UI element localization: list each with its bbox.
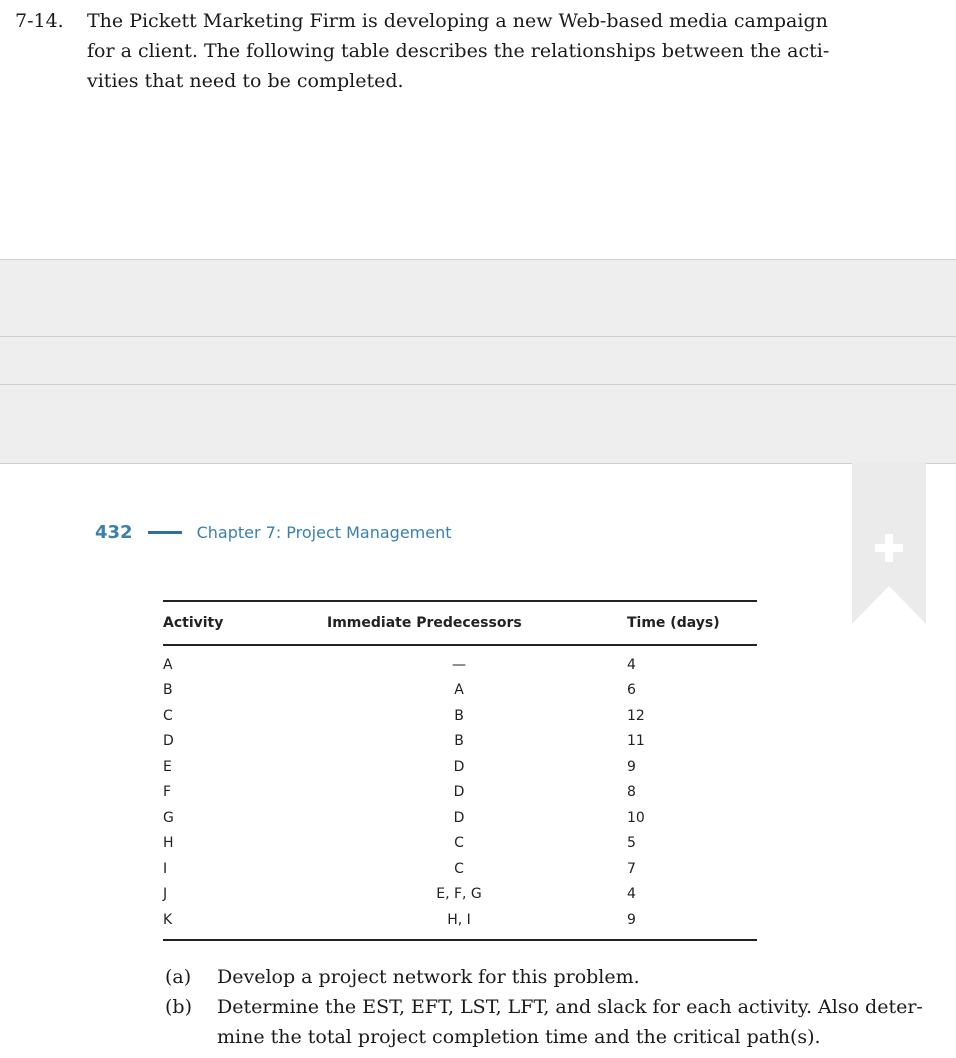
cell-activity: G	[163, 809, 174, 826]
cell-predecessors: C	[454, 835, 464, 852]
cell-activity: C	[163, 707, 173, 724]
cell-activity: D	[163, 733, 174, 750]
column-header-time: Time (days)	[627, 601, 757, 645]
cell-predecessors: H, I	[447, 911, 471, 928]
table-row	[163, 678, 757, 704]
cell-activity: B	[163, 682, 173, 699]
page-number: 432	[95, 522, 133, 543]
cell-predecessors: C	[454, 860, 464, 877]
activity-table	[163, 600, 757, 941]
problem-text-line: for a client. The following table describes the relationships between the acti-	[87, 40, 830, 62]
table-row	[163, 805, 757, 831]
page-gap-band	[0, 384, 956, 464]
cell-time: 6	[627, 682, 636, 699]
cell-predecessors: A	[454, 682, 464, 699]
cell-activity: I	[163, 860, 168, 877]
cell-predecessors: E, F, G	[436, 886, 482, 903]
header-divider	[148, 531, 182, 534]
cell-time: 10	[627, 809, 645, 826]
page-gap-band	[0, 336, 956, 385]
question-text: Determine the EST, EFT, LST, LFT, and slack for each activity. Also deter-	[217, 996, 923, 1018]
table-row	[163, 780, 757, 806]
table-header-row	[163, 601, 757, 645]
cell-time: 9	[627, 758, 636, 775]
table-row	[163, 754, 757, 780]
cell-predecessors: D	[453, 758, 465, 775]
problem-text-line: vities that need to be completed.	[87, 70, 404, 92]
column-header-predecessors: Immediate Predecessors	[291, 601, 627, 645]
table-row	[163, 856, 757, 882]
cell-predecessors: B	[454, 733, 464, 750]
cell-predecessors: D	[453, 809, 465, 826]
cell-activity: A	[163, 656, 173, 673]
table-row	[163, 831, 757, 857]
cell-time: 4	[627, 656, 636, 673]
cell-activity: E	[163, 758, 172, 775]
table-row	[163, 645, 757, 678]
cell-time: 8	[627, 784, 636, 801]
cell-time: 12	[627, 707, 645, 724]
page-gap-band	[0, 259, 956, 337]
table-row	[163, 703, 757, 729]
cell-time: 4	[627, 886, 636, 903]
bookmark-add-icon[interactable]	[852, 462, 926, 624]
question-text: Develop a project network for this problem.	[217, 966, 640, 988]
page-header	[95, 522, 452, 543]
question-label: (a)	[165, 966, 192, 988]
question-label: (b)	[165, 996, 192, 1018]
cell-predecessors: —	[452, 656, 466, 673]
cell-activity: K	[163, 911, 173, 928]
problem-text-line: The Pickett Marketing Firm is developing a new Web-based media campaign	[87, 10, 828, 32]
cell-activity: H	[163, 835, 174, 852]
table-row	[163, 729, 757, 755]
problem-number: 7-14.	[15, 10, 64, 32]
question-text: mine the total project completion time and the critical path(s).	[217, 1026, 821, 1048]
cell-time: 11	[627, 733, 645, 750]
table-row	[163, 907, 757, 940]
column-header-activity: Activity	[163, 601, 291, 645]
cell-activity: J	[163, 886, 168, 903]
table-row	[163, 882, 757, 908]
chapter-title: Chapter 7: Project Management	[196, 523, 452, 542]
cell-activity: F	[163, 784, 172, 801]
cell-time: 9	[627, 911, 636, 928]
cell-time: 5	[627, 835, 636, 852]
cell-predecessors: D	[453, 784, 465, 801]
cell-time: 7	[627, 860, 636, 877]
cell-predecessors: B	[454, 707, 464, 724]
